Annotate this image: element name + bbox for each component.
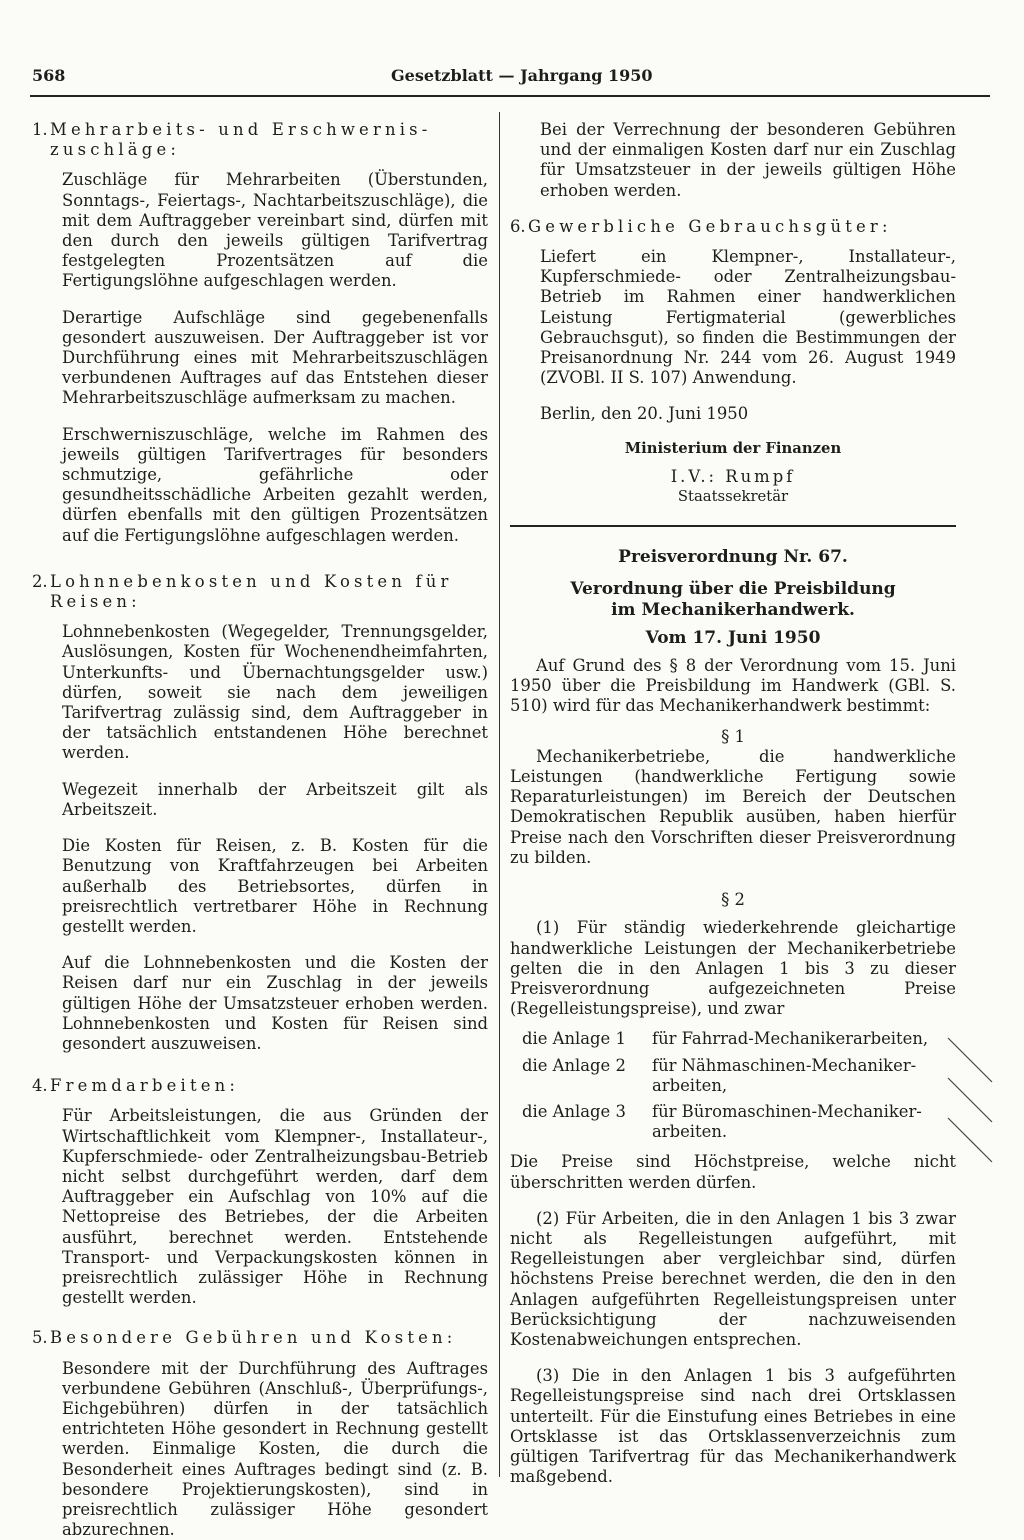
margin-strokes xyxy=(940,1030,1000,1170)
section-number: 5. xyxy=(32,1328,48,1348)
annex-continuation: arbeiten, xyxy=(652,1075,728,1095)
section-title: Lohnnebenkosten und Kosten für Reisen: xyxy=(50,571,453,612)
section-6-heading xyxy=(510,217,956,237)
paragraph-2-abs-1: (1) Für ständig wiederkehrende gleichartige handwerkliche Leistungen der Mechanikerbetriebe gelten die in den Anlagen 1 bis 3 zu dieser Preisverordnung aufgezeichneten Preise (Regelleistungspreise), und zwar xyxy=(510,918,956,1019)
section-title: Mehrarbeits- und Erschwernis-zuschläge: xyxy=(50,120,432,160)
section-number: 6. xyxy=(510,216,526,236)
margin-stroke xyxy=(948,1118,992,1162)
section-title: Gewerbliche Gebrauchsgüter: xyxy=(528,216,892,236)
paragraph: Besondere mit der Durchführung des Auftrages verbundene Gebühren (Anschluß-, Überprüfungs-, Eichgebühren) dürfen in der tatsächlich entrichteten Höhe gesondert in Rechnung gestellt werden. Einmalige Kosten, die durch die Besonderheit eines Auftrages bedingt sind (z. B. besondere Projektierungskosten), sind in preisrechtlich zulässiger Höhe gesondert abzurechnen. xyxy=(62,1358,488,1540)
signer: I.V.: Rumpf xyxy=(670,466,796,486)
section-number: 4. xyxy=(32,1076,48,1096)
paragraph: Auf die Lohnnebenkosten und die Kosten der Reisen darf nur ein Zuschlag in der jeweils gültigen Höhe der Umsatzsteuer erhoben werden. Lohnnebenkosten und Kosten für Reisen sind gesondert auszuweisen. xyxy=(62,953,488,1053)
signer-role: Staatssekretär xyxy=(677,488,789,506)
annex-text: für Fahrrad-Mechanikerarbeiten, xyxy=(652,1029,929,1049)
list-item xyxy=(522,1029,956,1049)
paragraph: Für Arbeitsleistungen, die aus Gründen der Wirtschaftlichkeit vom Klempner-, Installateur-, Kupferschmiede- oder Zentralheizungsbau-Betrieb nicht selbst durchgeführt werden, darf dem Auftraggeber ein Aufschlag von 10% auf die Nettopreise des Betriebes, der die Arbeiten ausführt, berechnet werden. Entstehende Transport- und Verpackungskosten können in preisrechtlich zulässiger Höhe in Rechnung gestellt werden. xyxy=(62,1106,488,1308)
paragraph: Die Kosten für Reisen, z. B. Kosten für die Benutzung von Kraftfahrzeugen bei Arbeiten außerhalb des Betriebsortes, dürfen in preisrechtlich vertretbarer Höhe in Rechnung gestellt werden. xyxy=(62,836,488,936)
paragraph-1-heading: § 1 xyxy=(721,726,745,746)
annex-label: die Anlage 2 xyxy=(522,1055,626,1075)
section-5-heading xyxy=(32,1328,488,1348)
paragraph: Liefert ein Klempner-, Installateur-, Kupferschmiede- oder Zentralheizungsbau-Betrieb im Rahmen einer handwerklichen Leistung Fertigmaterial (gewerbliches Gebrauchsgut), so finden die Bestimmungen der Preisanordnung Nr. 244 vom 26. August 1949 (ZVOBl. II S. 107) Anwendung. xyxy=(540,247,956,388)
section-title: Besondere Gebühren und Kosten: xyxy=(50,1328,457,1348)
left-column xyxy=(32,120,488,1540)
section-2-heading xyxy=(32,572,488,612)
place-date: Berlin, den 20. Juni 1950 xyxy=(540,404,749,424)
annex-label: die Anlage 3 xyxy=(522,1101,626,1121)
ordinance-number: Preisverordnung Nr. 67. xyxy=(618,547,848,568)
page-header-title: Gesetzblatt — Jahrgang 1950 xyxy=(391,66,653,85)
paragraph-2-heading: § 2 xyxy=(721,890,745,910)
paragraph-2-abs-2: (2) Für Arbeiten, die in den Anlagen 1 bis 3 zwar nicht als Regelleistungen aufgeführt, mit Regelleistungen aber vergleichbar sind, dürfen höchstens Preise berechnet werden, die den in den Anlagen aufgeführten Regelleistungspreisen unter Berücksichtigung der nachzuweisenden Kostenabweichungen entsprechen. xyxy=(510,1208,956,1349)
header-rule xyxy=(30,95,990,97)
paragraph: Derartige Aufschläge sind gegebenenfalls gesondert auszuweisen. Der Auftraggeber ist vor Durchführung eines mit Mehrarbeitszuschlägen verbundenen Auftrages auf das Entstehen dieser Mehrarbeitszuschläge aufmerksam zu machen. xyxy=(62,307,488,408)
column-divider xyxy=(499,112,500,1477)
margin-stroke xyxy=(948,1038,992,1082)
preamble: Auf Grund des § 8 der Verordnung vom 15. Juni 1950 über die Preisbildung im Handwerk (GBl. S. 510) wird für das Mechanikerhandwerk bestimmt: xyxy=(510,656,956,716)
paragraph: Lohnnebenkosten (Wegegelder, Trennungsgelder, Auslösungen, Kosten für Wochenendheimfahrten, Unterkunfts- und Übernachtungsgelder usw.) dürfen, soweit sie nach dem jeweiligen Tarifvertrag zulässig sind, dem Auftraggeber in der tatsächlich entstandenen Höhe berechnet werden. xyxy=(62,622,488,763)
ordinance-title-line-2: im Mechanikerhandwerk. xyxy=(611,599,855,620)
annex-text: für Nähmaschinen-Mechaniker- xyxy=(652,1055,917,1075)
section-4-heading xyxy=(32,1076,488,1096)
ordinance-date: Vom 17. Juni 1950 xyxy=(645,627,821,648)
section-1-heading xyxy=(32,120,488,160)
annex-list xyxy=(518,1029,956,1142)
list-item xyxy=(522,1102,956,1122)
list-item xyxy=(522,1056,956,1076)
paragraph-1-text: Mechanikerbetriebe, die handwerkliche Leistungen (handwerkliche Fertigung sowie Reparaturleistungen) im Bereich der Deutschen Demokratischen Republik ausüben, haben hierfür Preise nach den Vorschriften dieser Preisverordnung zu bilden. xyxy=(510,746,956,867)
margin-stroke xyxy=(948,1078,992,1122)
section-rule xyxy=(510,525,956,527)
ministry-name: Ministerium der Finanzen xyxy=(624,439,842,457)
paragraph: Erschwerniszuschläge, welche im Rahmen des jeweils gültigen Tarifvertrages für besonders schmutzige, gefährliche oder gesundheitsschädliche Arbeiten gezahlt werden, dürfen ebenfalls mit den gültigen Prozentsätzen auf die Fertigungslöhne aufgeschlagen werden. xyxy=(62,424,488,545)
section-number: 2. xyxy=(32,571,48,591)
paragraph: Zuschläge für Mehrarbeiten (Überstunden, Sonntags-, Feiertags-, Nachtarbeitszuschläge), die mit dem Auftraggeber vereinbart sind, dürfen mit den durch den jeweils gültigen Tarifvertrag festgelegten Prozentsätzen auf die Fertigungslöhne aufgeschlagen werden. xyxy=(62,170,488,291)
section-title: Fremdarbeiten: xyxy=(50,1076,240,1096)
right-column xyxy=(510,120,956,1487)
page-number: 568 xyxy=(32,66,66,85)
ordinance-title-line-1: Verordnung über die Preisbildung xyxy=(570,579,896,600)
paragraph: Wegezeit innerhalb der Arbeitszeit gilt als Arbeitszeit. xyxy=(62,779,488,819)
paragraph: Bei der Verrechnung der besonderen Gebühren und der einmaligen Kosten darf nur ein Zuschlag für Umsatzsteuer in der jeweils gültigen Höhe erhoben werden. xyxy=(540,120,956,200)
paragraph-2-max-prices: Die Preise sind Höchstpreise, welche nicht überschritten werden dürfen. xyxy=(510,1152,956,1192)
annex-text: für Büromaschinen-Mechaniker- xyxy=(652,1101,922,1121)
section-number: 1. xyxy=(32,120,48,139)
annex-continuation: arbeiten. xyxy=(652,1122,728,1142)
annex-label: die Anlage 1 xyxy=(522,1029,626,1049)
paragraph-2-abs-3: (3) Die in den Anlagen 1 bis 3 aufgeführten Regelleistungspreise sind nach drei Ortsklassen unterteilt. Für die Einstufung eines Betriebes in eine Ortsklasse ist das Ortsklassenverzeichnis zum gültigen Tarifvertrag für das Mechanikerhandwerk maßgebend. xyxy=(510,1366,956,1487)
